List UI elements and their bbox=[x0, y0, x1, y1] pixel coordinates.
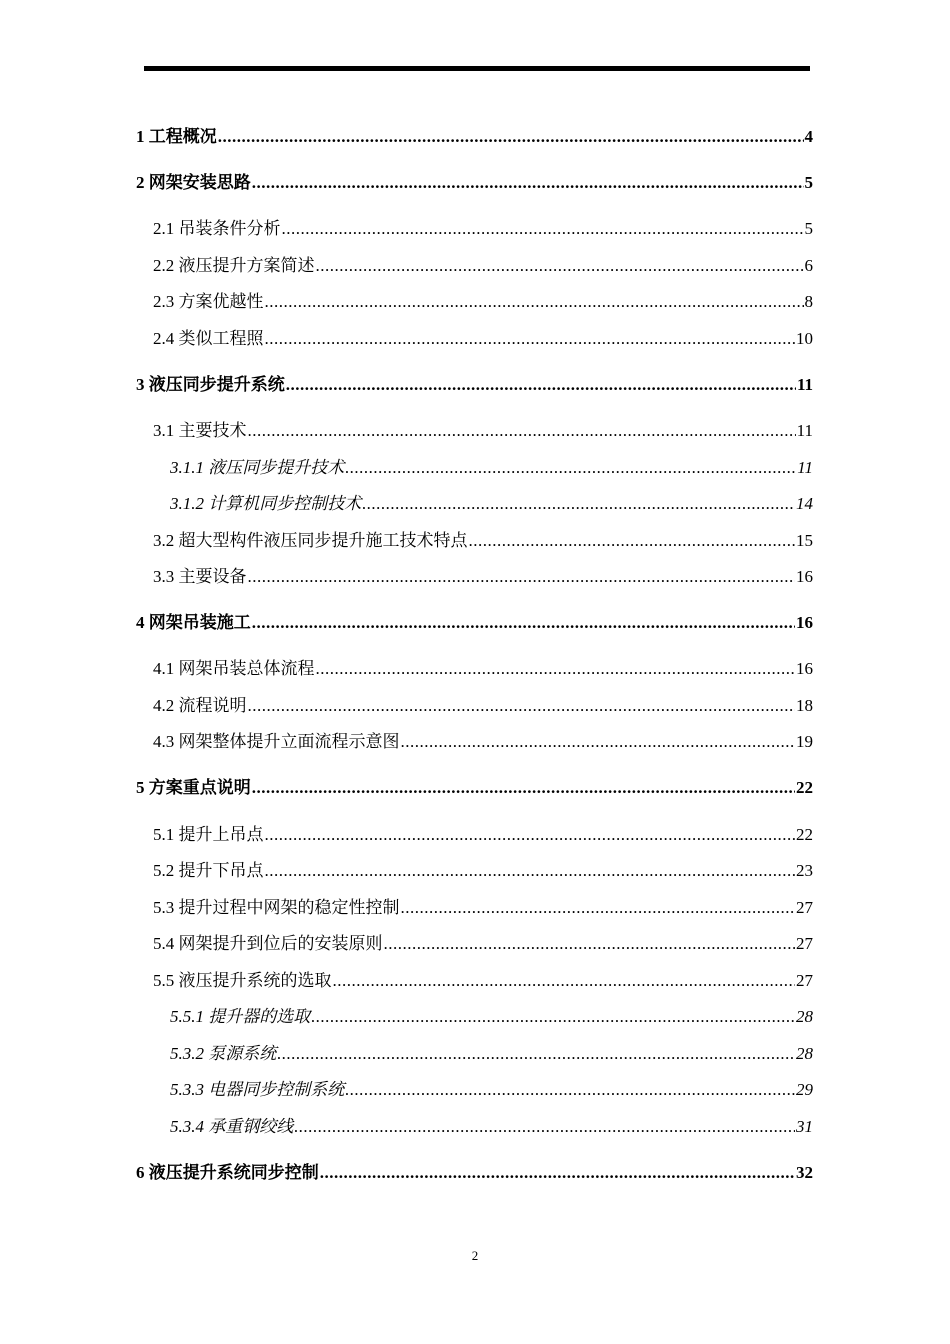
toc-entry-page: 31 bbox=[796, 1117, 813, 1136]
toc-entry[interactable] bbox=[170, 1044, 813, 1064]
toc-entry[interactable] bbox=[153, 531, 813, 551]
toc-entry-page: 5 bbox=[804, 219, 813, 238]
toc-entry-page: 16 bbox=[796, 659, 813, 678]
toc-entry-label: 5.3.4 承重钢绞线 bbox=[170, 1117, 294, 1136]
toc-entry[interactable] bbox=[153, 659, 813, 679]
toc-entry-label: 5.1 提升上吊点 bbox=[153, 825, 264, 844]
toc-entry-page: 22 bbox=[796, 825, 813, 844]
toc-entry-page: 16 bbox=[796, 613, 813, 632]
dot-leader bbox=[362, 494, 795, 514]
page-number: 2 bbox=[471, 1248, 479, 1263]
toc-entry-label: 3.2 超大型构件液压同步提升施工技术特点 bbox=[153, 531, 468, 550]
dot-leader bbox=[252, 778, 795, 798]
toc-entry[interactable] bbox=[136, 778, 813, 798]
toc-entry-label: 2.1 吊装条件分析 bbox=[153, 219, 281, 238]
toc-entry-label: 5.3.2 泵源系统 bbox=[170, 1044, 277, 1063]
toc-entry[interactable] bbox=[170, 458, 813, 478]
toc-entry[interactable] bbox=[136, 613, 813, 633]
dot-leader bbox=[265, 329, 796, 349]
dot-leader bbox=[286, 375, 796, 395]
toc-entry-page: 6 bbox=[804, 256, 813, 275]
toc-entry-page: 28 bbox=[796, 1044, 813, 1063]
dot-leader bbox=[384, 934, 796, 954]
toc-entry-label: 2.4 类似工程照 bbox=[153, 329, 264, 348]
dot-leader bbox=[265, 861, 796, 881]
toc-entry-page: 5 bbox=[804, 173, 813, 192]
toc-entry-label: 5.5 液压提升系统的选取 bbox=[153, 971, 332, 990]
toc-entry-label: 5.3.3 电器同步控制系统 bbox=[170, 1080, 345, 1099]
toc-entry[interactable] bbox=[170, 1007, 813, 1027]
toc-entry[interactable] bbox=[153, 421, 813, 441]
toc-entry-label: 2 网架安装思路 bbox=[136, 173, 251, 192]
toc-entry-label: 3.1.2 计算机同步控制技术 bbox=[170, 494, 362, 513]
toc-entry[interactable] bbox=[136, 375, 813, 395]
toc-entry-page: 11 bbox=[797, 458, 813, 477]
toc-entry-page: 4 bbox=[804, 127, 813, 146]
toc-entry[interactable] bbox=[153, 898, 813, 918]
toc-entry-label: 5.2 提升下吊点 bbox=[153, 861, 264, 880]
toc-entry[interactable] bbox=[170, 1117, 813, 1137]
toc-entry[interactable] bbox=[153, 934, 813, 954]
dot-leader bbox=[333, 971, 796, 991]
toc-entry[interactable] bbox=[153, 732, 813, 752]
dot-leader bbox=[277, 1044, 795, 1064]
dot-leader bbox=[469, 531, 796, 551]
toc-entry-page: 10 bbox=[796, 329, 813, 348]
toc-entry-page: 27 bbox=[796, 934, 813, 953]
toc-entry-label: 5.4 网架提升到位后的安装原则 bbox=[153, 934, 383, 953]
toc-entry-label: 5.5.1 提升器的选取 bbox=[170, 1007, 311, 1026]
toc-entry[interactable] bbox=[153, 329, 813, 349]
dot-leader bbox=[265, 292, 804, 312]
toc-entry-page: 22 bbox=[796, 778, 813, 797]
dot-leader bbox=[265, 825, 796, 845]
toc-entry[interactable] bbox=[153, 825, 813, 845]
dot-leader bbox=[311, 1007, 795, 1027]
toc-entry-page: 23 bbox=[796, 861, 813, 880]
dot-leader bbox=[248, 696, 796, 716]
dot-leader bbox=[252, 613, 795, 633]
toc-entry-page: 8 bbox=[804, 292, 813, 311]
toc-entry-label: 4.2 流程说明 bbox=[153, 696, 247, 715]
dot-leader bbox=[294, 1117, 795, 1137]
dot-leader bbox=[282, 219, 804, 239]
dot-leader bbox=[316, 256, 804, 276]
toc-entry-label: 5 方案重点说明 bbox=[136, 778, 251, 797]
toc-entry[interactable] bbox=[170, 1080, 813, 1100]
toc-entry-page: 11 bbox=[796, 421, 813, 440]
toc-entry-page: 19 bbox=[796, 732, 813, 751]
dot-leader bbox=[252, 173, 804, 193]
toc-entry-page: 29 bbox=[796, 1080, 813, 1099]
toc-entry-label: 1 工程概况 bbox=[136, 127, 217, 146]
toc-entry-label: 3 液压同步提升系统 bbox=[136, 375, 285, 394]
toc-entry[interactable] bbox=[153, 292, 813, 312]
dot-leader bbox=[345, 458, 796, 478]
toc-entry[interactable] bbox=[153, 567, 813, 587]
toc-entry[interactable] bbox=[136, 127, 813, 147]
dot-leader bbox=[316, 659, 796, 679]
toc-entry-page: 15 bbox=[796, 531, 813, 550]
dot-leader bbox=[218, 127, 804, 147]
toc-entry-page: 27 bbox=[796, 971, 813, 990]
toc-entry[interactable] bbox=[136, 173, 813, 193]
toc-entry-label: 3.1.1 液压同步提升技术 bbox=[170, 458, 345, 477]
toc-entry-label: 4.1 网架吊装总体流程 bbox=[153, 659, 315, 678]
toc-entry[interactable] bbox=[136, 1163, 813, 1183]
toc-entry-label: 3.3 主要设备 bbox=[153, 567, 247, 586]
toc-entry-label: 2.2 液压提升方案简述 bbox=[153, 256, 315, 275]
toc-entry-label: 6 液压提升系统同步控制 bbox=[136, 1163, 319, 1182]
toc-entry-label: 3.1 主要技术 bbox=[153, 421, 247, 440]
toc-entry-page: 27 bbox=[796, 898, 813, 917]
dot-leader bbox=[248, 567, 796, 587]
toc-entry[interactable] bbox=[153, 219, 813, 239]
dot-leader bbox=[345, 1080, 795, 1100]
toc-entry-label: 4 网架吊装施工 bbox=[136, 613, 251, 632]
dot-leader bbox=[401, 898, 796, 918]
toc-entry-label: 2.3 方案优越性 bbox=[153, 292, 264, 311]
toc-entry[interactable] bbox=[153, 696, 813, 716]
toc-entry[interactable] bbox=[170, 494, 813, 514]
toc-entry-page: 11 bbox=[796, 375, 813, 394]
dot-leader bbox=[320, 1163, 795, 1183]
toc-entry[interactable] bbox=[153, 861, 813, 881]
dot-leader bbox=[401, 732, 796, 752]
toc-entry-label: 4.3 网架整体提升立面流程示意图 bbox=[153, 732, 400, 751]
toc-entry[interactable] bbox=[153, 971, 813, 991]
toc-entry-page: 16 bbox=[796, 567, 813, 586]
toc-entry-page: 14 bbox=[796, 494, 813, 513]
toc-entry-label: 5.3 提升过程中网架的稳定性控制 bbox=[153, 898, 400, 917]
toc-entry[interactable] bbox=[153, 256, 813, 276]
toc-entry-page: 18 bbox=[796, 696, 813, 715]
toc-entry-page: 32 bbox=[796, 1163, 813, 1182]
dot-leader bbox=[248, 421, 796, 441]
toc-entry-page: 28 bbox=[796, 1007, 813, 1026]
